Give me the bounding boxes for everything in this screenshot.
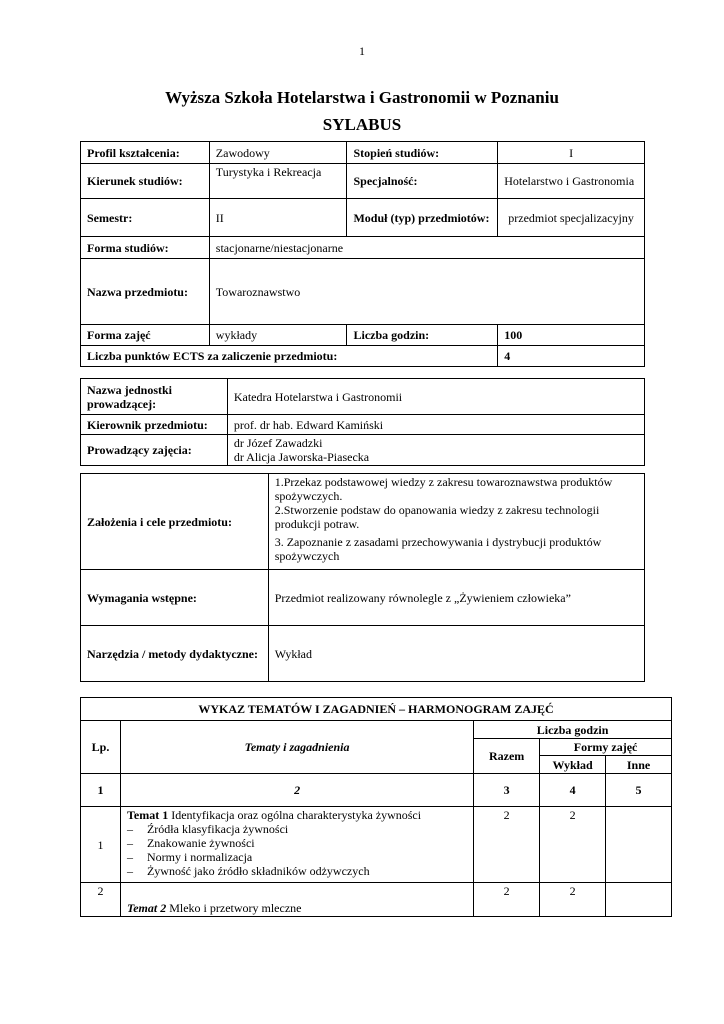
list-item: – Normy i normalizacja <box>127 850 467 864</box>
semestr-label: Semestr: <box>81 199 210 237</box>
num-col-5: 5 <box>606 774 672 807</box>
stopien-label: Stopień studiów: <box>347 142 498 164</box>
jednostka-label: Nazwa jednostki prowadzącej: <box>81 379 228 415</box>
forma-studiow-value: stacjonarne/niestacjonarne <box>209 237 644 259</box>
topic-bullets <box>127 822 467 878</box>
goals-table <box>80 473 645 682</box>
topic-text: Mleko i przetwory mleczne <box>166 901 302 915</box>
study-info-table <box>80 141 645 367</box>
num-col-3: 3 <box>474 774 540 807</box>
wymagania-value: Przedmiot realizowany równolegle z „Żywieniem człowieka” <box>268 570 644 626</box>
specjalnosc-label: Specjalność: <box>347 164 498 199</box>
col-lp: Lp. <box>81 721 121 774</box>
nazwa-przedmiotu-value: Towaroznawstwo <box>209 259 644 325</box>
list-item: – Znakowanie żywności <box>127 836 467 850</box>
row-lp: 2 <box>81 883 121 917</box>
num-col-1: 1 <box>81 774 121 807</box>
document-title: SYLABUS <box>322 115 402 134</box>
row-topic <box>120 807 473 883</box>
page-number: 1 <box>359 44 365 58</box>
kierunek-value: Turystyka i Rekreacja <box>209 164 347 199</box>
school-name: Wyższa Szkoła Hotelarstwa i Gastronomii w Poznaniu <box>165 88 559 107</box>
specjalnosc-value: Hotelarstwo i Gastronomia <box>498 164 645 199</box>
schedule-table <box>80 697 672 917</box>
list-item: – Żywność jako źródło składników odżywczych <box>127 864 467 878</box>
nazwa-przedmiotu-label: Nazwa przedmiotu: <box>81 259 210 325</box>
col-wyklad: Wykład <box>540 756 606 774</box>
row-inne <box>606 807 672 883</box>
row-razem: 2 <box>474 883 540 917</box>
kierownik-label: Kierownik przedmiotu: <box>81 415 228 435</box>
topic-heading <box>127 808 467 822</box>
forma-zajec-label: Forma zajęć <box>81 325 210 346</box>
goal-1: 1.Przekaz podstawowej wiedzy z zakresu towaroznawstwa produktów spożywczych. <box>274 475 613 503</box>
table-row <box>81 807 672 883</box>
row-wyklad: 2 <box>540 807 606 883</box>
prowadzacy-2: dr Alicja Jaworska-Piasecka <box>233 450 370 464</box>
col-liczba-godzin: Liczba godzin <box>474 721 672 739</box>
zalozenia-value <box>268 474 644 570</box>
jednostka-value: Katedra Hotelarstwa i Gastronomii <box>227 379 644 415</box>
col-razem: Razem <box>474 739 540 774</box>
prowadzacy-label: Prowadzący zajęcia: <box>81 435 228 466</box>
row-razem: 2 <box>474 807 540 883</box>
modul-label: Moduł (typ) przedmiotów: <box>347 199 498 237</box>
row-inne <box>606 883 672 917</box>
num-col-4: 4 <box>540 774 606 807</box>
num-col-2: 2 <box>120 774 473 807</box>
forma-zajec-value: wykłady <box>209 325 347 346</box>
unit-table <box>80 378 645 466</box>
schedule-title: WYKAZ TEMATÓW I ZAGADNIEŃ – HARMONOGRAM ZAJĘĆ <box>81 698 672 721</box>
prowadzacy-value <box>227 435 644 466</box>
col-tematy: Tematy i zagadnienia <box>120 721 473 774</box>
col-inne: Inne <box>606 756 672 774</box>
semestr-value: II <box>209 199 347 237</box>
forma-studiow-label: Forma studiów: <box>81 237 210 259</box>
prowadzacy-1: dr Józef Zawadzki <box>233 436 323 450</box>
ects-label: Liczba punktów ECTS za zaliczenie przedmiotu: <box>81 346 498 367</box>
row-wyklad: 2 <box>540 883 606 917</box>
kierunek-label: Kierunek studiów: <box>81 164 210 199</box>
kierownik-value: prof. dr hab. Edward Kamiński <box>227 415 644 435</box>
topic-heading <box>127 901 467 915</box>
liczba-godzin-value: 100 <box>498 325 645 346</box>
table-row <box>81 883 672 917</box>
goal-2: 2.Stworzenie podstaw do opanowania wiedzy z zakresu technologii produkcji potraw. <box>274 503 600 531</box>
col-formy: Formy zajęć <box>540 739 672 756</box>
topic-label: Temat 1 <box>126 808 169 822</box>
stopien-value: I <box>498 142 645 164</box>
liczba-godzin-label: Liczba godzin: <box>347 325 498 346</box>
narzedzia-value: Wykład <box>268 626 644 682</box>
modul-value: przedmiot specjalizacyjny <box>498 199 645 237</box>
wymagania-label: Wymagania wstępne: <box>81 570 269 626</box>
profil-value: Zawodowy <box>209 142 347 164</box>
row-lp: 1 <box>81 807 121 883</box>
ects-value: 4 <box>498 346 645 367</box>
topic-label: Temat 2 <box>126 901 167 915</box>
goal-3: 3. Zapoznanie z zasadami przechowywania i dystrybucji produktów spożywczych <box>274 535 602 563</box>
row-topic <box>120 883 473 917</box>
topic-text: Identyfikacja oraz ogólna charakterystyka żywności <box>168 808 422 822</box>
profil-label: Profil kształcenia: <box>81 142 210 164</box>
zalozenia-label: Założenia i cele przedmiotu: <box>81 474 269 570</box>
narzedzia-label: Narzędzia / metody dydaktyczne: <box>81 626 269 682</box>
list-item: – Źródła klasyfikacja żywności <box>127 822 467 836</box>
